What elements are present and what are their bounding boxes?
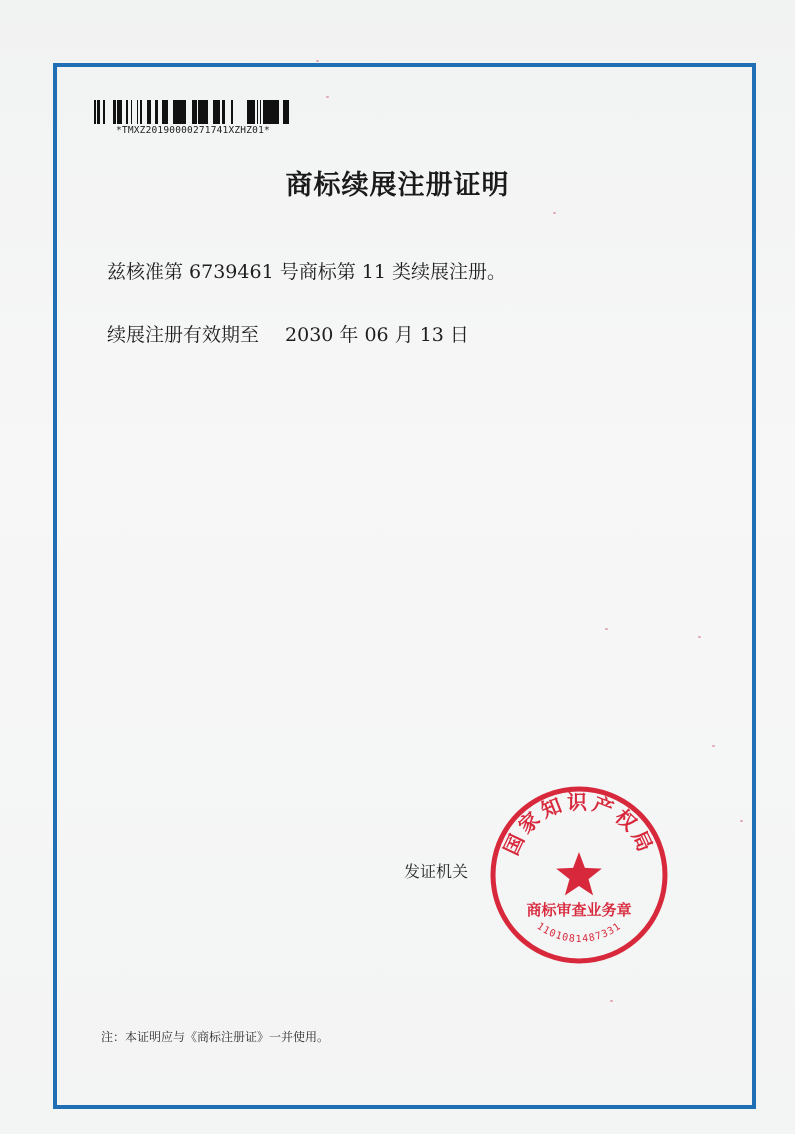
barcode-bar xyxy=(257,100,258,124)
barcode-bar xyxy=(155,100,158,124)
validity-line xyxy=(107,320,469,347)
barcode-bar xyxy=(283,100,285,124)
barcode xyxy=(94,100,290,124)
barcode-bar xyxy=(117,100,121,124)
barcode-bar xyxy=(141,100,142,124)
scan-speck xyxy=(740,820,743,822)
validity-label: 续展注册有效期至 xyxy=(107,324,260,346)
barcode-bar xyxy=(97,100,99,124)
barcode-bar xyxy=(247,100,248,124)
scan-speck xyxy=(712,745,715,747)
barcode-bar xyxy=(213,100,216,124)
barcode-bar xyxy=(175,100,179,124)
barcode-bar xyxy=(147,100,151,124)
barcode-bar xyxy=(263,100,266,124)
barcode-bar xyxy=(113,100,116,124)
scan-speck xyxy=(698,636,701,638)
barcode-bar xyxy=(166,100,168,124)
barcode-bar xyxy=(192,100,195,124)
issuing-authority-label: 发证机关 xyxy=(404,862,469,881)
barcode-bar xyxy=(277,100,279,124)
scan-speck xyxy=(326,96,329,98)
barcode-bar xyxy=(94,100,96,124)
star-icon xyxy=(556,852,602,895)
official-seal xyxy=(484,780,674,970)
barcode-bar xyxy=(99,100,100,124)
barcode-bar xyxy=(216,100,219,124)
barcode-bar xyxy=(252,100,255,124)
barcode-bar xyxy=(183,100,186,124)
barcode-bar xyxy=(269,100,270,124)
scan-speck xyxy=(605,628,608,630)
scan-speck xyxy=(610,1000,613,1002)
barcode-bar xyxy=(126,100,128,124)
barcode-bar xyxy=(204,100,207,124)
scan-speck xyxy=(553,212,556,214)
barcode-bar xyxy=(202,100,204,124)
barcode-bar xyxy=(207,100,208,124)
barcode-bar xyxy=(164,100,166,124)
barcode-bar xyxy=(195,100,197,124)
scan-speck xyxy=(316,60,319,62)
barcode-bar xyxy=(270,100,273,124)
barcode-bar xyxy=(219,100,220,124)
barcode-bar xyxy=(131,100,132,124)
barcode-bar xyxy=(250,100,252,124)
barcode-bar xyxy=(201,100,202,124)
document-title: 商标续展注册证明 xyxy=(285,170,510,201)
renewal-statement: 兹核准第 6739461 号商标第 11 类续展注册。 xyxy=(107,261,506,283)
barcode-bar xyxy=(231,100,233,124)
barcode-number: *TMXZ20190000271741XZHZ01* xyxy=(116,125,270,136)
seal-inner-text: 商标审查业务章 xyxy=(526,901,632,919)
usage-note: 注：本证明应与《商标注册证》一并使用。 xyxy=(101,1030,330,1044)
barcode-bar xyxy=(140,100,141,124)
barcode-bar xyxy=(121,100,122,124)
barcode-bar xyxy=(260,100,261,124)
seal-number: 1101081487331 xyxy=(534,920,624,945)
barcode-bar xyxy=(266,100,269,124)
barcode-bar xyxy=(162,100,164,124)
seal-outer-text: 国家知识产权局 xyxy=(498,790,660,859)
barcode-bar xyxy=(137,100,138,124)
barcode-bar xyxy=(179,100,183,124)
barcode-bar xyxy=(222,100,225,124)
barcode-bar xyxy=(173,100,175,124)
barcode-bar xyxy=(198,100,201,124)
barcode-bar xyxy=(103,100,105,124)
barcode-bar xyxy=(273,100,277,124)
barcode-bar xyxy=(285,100,289,124)
barcode-bar xyxy=(248,100,250,124)
validity-date: 2030 年 06 月 13 日 xyxy=(285,324,469,346)
